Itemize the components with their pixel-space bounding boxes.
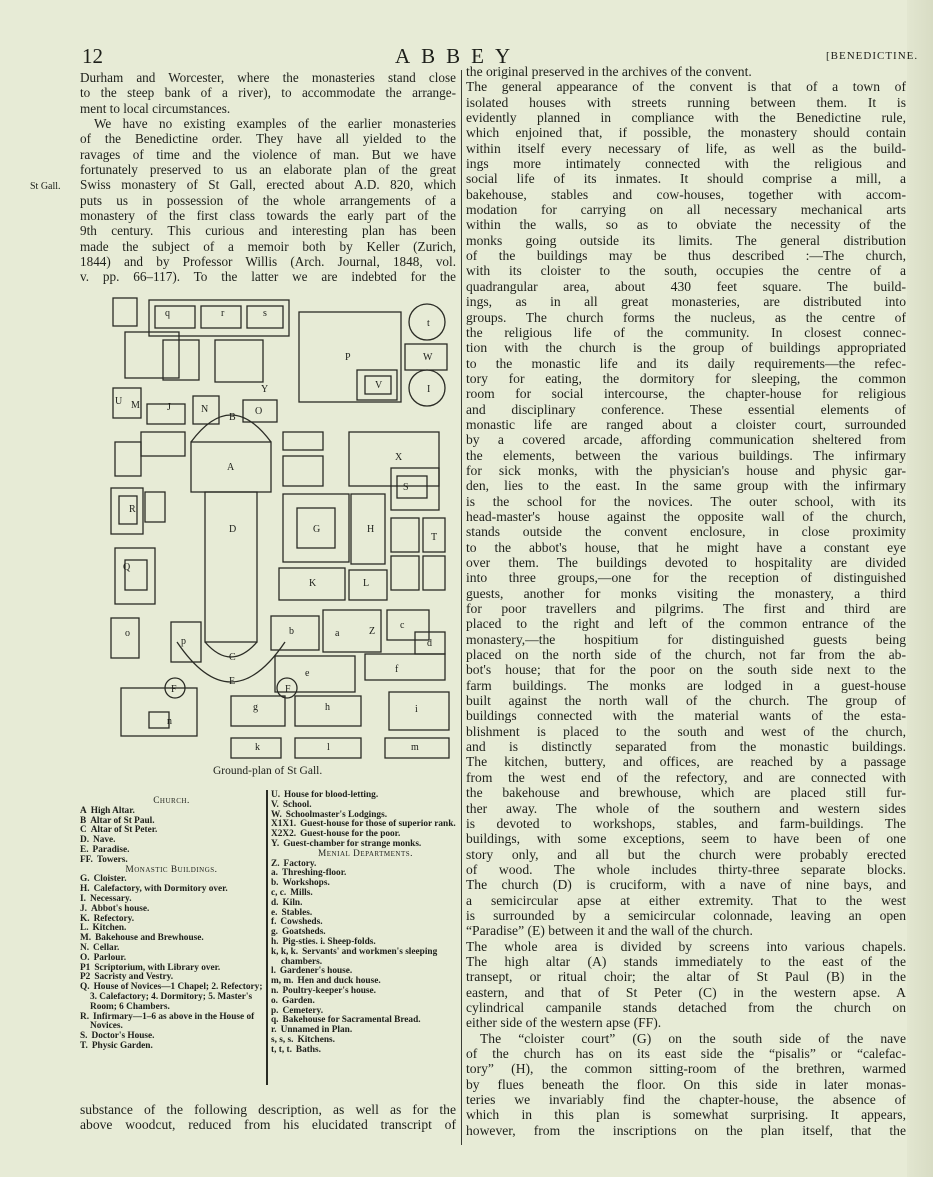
text-line: by flues beneath the floor. On this side in later monas- bbox=[466, 1076, 906, 1092]
page-edge bbox=[907, 0, 933, 1177]
legend-text: Workshops. bbox=[282, 878, 330, 889]
plan-label: M bbox=[131, 400, 140, 411]
legend-key: A bbox=[80, 805, 87, 816]
text-line: is surrounded by a semicircular colonnade, leaving an open bbox=[466, 907, 906, 923]
plan-label: C bbox=[229, 652, 236, 663]
legend-key: FF. bbox=[80, 854, 93, 865]
plan-label: H bbox=[367, 524, 375, 535]
plan-label: U bbox=[115, 396, 123, 407]
text-line: ther away. The whole of the southern and western sides bbox=[466, 800, 906, 816]
text-line: either side of the western apse (FF). bbox=[466, 1015, 662, 1031]
legend-heading: Menial Departments. bbox=[318, 848, 413, 859]
legend-text: School. bbox=[282, 799, 312, 810]
church-nave bbox=[205, 492, 257, 642]
plan-label: L bbox=[363, 578, 370, 589]
plan-label: e bbox=[305, 668, 310, 679]
legend-key: D. bbox=[80, 835, 90, 846]
plan-label: Y bbox=[261, 384, 269, 395]
ground-plan-figure bbox=[105, 292, 465, 762]
legend-text: Kitchens. bbox=[297, 1034, 335, 1045]
legend-key: W. bbox=[271, 809, 282, 820]
legend-key: n. bbox=[271, 985, 279, 996]
legend-key: m, m. bbox=[271, 976, 294, 987]
legend-text: Guest-house for the poor. bbox=[300, 829, 401, 840]
legend-key: P2 bbox=[80, 972, 91, 983]
legend-text: High Altar. bbox=[90, 805, 135, 816]
text-line: ravages of time and the violence of man. But we have bbox=[80, 146, 456, 162]
legend-key: G. bbox=[80, 874, 90, 885]
legend-key: H. bbox=[80, 884, 90, 895]
legend-key: c, c. bbox=[271, 887, 287, 898]
text-line: isolated houses with streets running between them. It is bbox=[466, 94, 906, 110]
plan-label: F bbox=[285, 684, 291, 695]
plan-label: o bbox=[125, 628, 130, 639]
legend-key: q. bbox=[271, 1015, 279, 1026]
legend-text: Mills. bbox=[290, 887, 313, 898]
text-line: the elements, between the various buildings. The infirmary bbox=[466, 447, 906, 463]
text-line: is devoted to workshops, stables, and farm-buildings. The bbox=[466, 815, 906, 831]
legend-text: Baths. bbox=[295, 1044, 321, 1055]
legend-divider bbox=[266, 790, 268, 1085]
plan-label: F bbox=[171, 684, 177, 695]
plan-label: A bbox=[227, 462, 235, 473]
legend-text: Abbot's house. bbox=[90, 903, 150, 914]
text-line: groups. The church forms the nucleus, as the centre of bbox=[466, 309, 906, 325]
text-line: made the subject of a memoir both by Keller (Zurich, bbox=[80, 238, 456, 254]
legend-key: O. bbox=[80, 952, 90, 963]
text-line: of wood. The whole includes thirty-three separate blocks. bbox=[466, 861, 906, 877]
left-column-top-text bbox=[80, 70, 456, 285]
plan-label: R bbox=[129, 504, 136, 515]
legend-text: Altar of St Peter. bbox=[90, 825, 158, 836]
text-line: placed on the north side of the church, not far from the ab- bbox=[466, 647, 906, 663]
text-line: a semicircular apse at either extremity. That to the west bbox=[466, 892, 906, 908]
text-line: monastery,—the hospitium for distinguished guests being bbox=[466, 631, 906, 647]
text-line: to the abbot's house, that he might have a constant eye bbox=[466, 539, 906, 555]
legend-text: Cloister. bbox=[93, 874, 127, 885]
text-line: substance of the following description, as well as for the bbox=[80, 1102, 456, 1117]
legend-item bbox=[80, 1013, 263, 1033]
plan-label: l bbox=[327, 742, 330, 753]
text-line: room for social intercourse, the chapter-house for religious bbox=[466, 386, 906, 402]
plan-label: h bbox=[325, 702, 330, 713]
text-line: The “cloister court” (G) on the south side of the nave bbox=[480, 1030, 906, 1046]
legend-text: Stables. bbox=[281, 907, 313, 918]
legend-item bbox=[271, 1046, 460, 1056]
text-line: monks going outside its limits. The general distribution bbox=[466, 232, 906, 248]
legend-text: Bakehouse for Sacramental Bread. bbox=[282, 1015, 421, 1026]
legend-left-column bbox=[80, 797, 263, 1052]
text-line: Durham and Worcester, where the monasteries stand close bbox=[80, 70, 456, 85]
text-line: quadrangular area, about 430 feet square. The build- bbox=[466, 278, 906, 294]
text-line: tory for eating, the dormitory for sleeping, the common bbox=[466, 370, 906, 386]
legend-key: T. bbox=[80, 1040, 88, 1051]
legend-text: Kiln. bbox=[282, 897, 303, 908]
plan-label: i bbox=[415, 704, 418, 715]
running-title: ABBEY bbox=[395, 44, 522, 68]
legend-key: t, t, t. bbox=[271, 1044, 292, 1055]
legend-key: l. bbox=[271, 966, 276, 977]
text-line: modation for carrying on all necessary mechanical arts bbox=[466, 202, 906, 218]
legend-text: Goatsheds. bbox=[281, 927, 326, 938]
plan-label: I bbox=[427, 384, 431, 395]
text-line: within the walls, so as to obviate the necessity of the bbox=[466, 217, 906, 233]
text-line: puts us in possession of the whole arrangements of a bbox=[80, 192, 456, 208]
legend-text: Infirmary—1–6 as above in the House of Novices. bbox=[90, 1011, 255, 1032]
text-line: ings, as in all great monasteries, are distributed into bbox=[466, 294, 906, 310]
text-line: v. pp. 66–117). To the latter we are indebted for the bbox=[80, 269, 456, 285]
legend-heading: Church. bbox=[153, 796, 190, 806]
text-line: for poor travellers and pilgrims. The first and third are bbox=[466, 601, 906, 617]
text-line: the bakehouse and brewhouse, which are placed still fur- bbox=[466, 785, 906, 801]
legend-key: s, s, s. bbox=[271, 1034, 294, 1045]
text-line: of the church has on its east side the “pisalis” or “calefac- bbox=[466, 1046, 906, 1061]
plan-label: p bbox=[181, 636, 186, 647]
plan-label: S bbox=[403, 482, 409, 493]
text-line: which in this plan is somewhat surprising. It appears, bbox=[466, 1107, 906, 1123]
legend-key: e. bbox=[271, 907, 278, 918]
legend-text: Physic Garden. bbox=[91, 1040, 153, 1051]
text-line: which enjoined that, if possible, the monastery should contain bbox=[466, 125, 906, 141]
plan-label: X bbox=[395, 452, 403, 463]
legend-key: X2X2. bbox=[271, 829, 297, 840]
text-line: over them. The buildings devoted to hospitality are divided bbox=[466, 555, 906, 570]
text-line: for sick monks, with the physician's house and physic gar- bbox=[466, 462, 906, 478]
legend-text: Cellar. bbox=[93, 942, 120, 953]
left-column-bottom-text bbox=[80, 1102, 456, 1133]
text-line: the religious life of the community. In closest connec- bbox=[466, 324, 906, 340]
plan-label: N bbox=[201, 404, 209, 415]
legend-text: Factory. bbox=[283, 858, 317, 869]
text-line: transept, or ritual choir; the altar of St Paul (B) in the bbox=[466, 969, 906, 985]
text-line: social life of its inmates. It should comprise a mill, a bbox=[466, 171, 906, 187]
text-line: is the school for the novices. The outer school, with its bbox=[466, 493, 906, 509]
legend-key: R. bbox=[80, 1011, 90, 1022]
legend-text: Paradise. bbox=[92, 844, 130, 855]
text-line: to the monastic life and its daily requirements—the refec- bbox=[466, 355, 906, 371]
legend-item bbox=[80, 1042, 263, 1052]
legend-text: Threshing-floor. bbox=[281, 868, 347, 879]
legend-key: Z. bbox=[271, 858, 280, 869]
legend-text: House of Novices—1 Chapel; 2. Refectory; 3. Calefactory; 4. Dormitory; 5. Master's Room; 6 Chambers. bbox=[90, 982, 263, 1012]
legend-text: Garden. bbox=[281, 995, 315, 1006]
text-line: bot's house; that for the poor on the south side next to the bbox=[466, 662, 906, 678]
legend-text: Altar of St Paul. bbox=[90, 815, 155, 826]
legend-text: Hen and duck house. bbox=[297, 976, 381, 987]
text-line: above woodcut, reduced from his elucidated transcript of bbox=[80, 1117, 456, 1133]
legend-text: Calefactory, with Dormitory over. bbox=[93, 884, 228, 895]
plan-label: f bbox=[395, 664, 399, 675]
legend-text: Schoolmaster's Lodgings. bbox=[285, 809, 388, 820]
text-line: guests, another for monks visiting the monastery, a third bbox=[466, 585, 906, 601]
text-line: placed to the right and left of the common entrance of the bbox=[466, 616, 906, 632]
plan-label: O bbox=[255, 406, 263, 417]
text-line: and disciplinary conference. These essential elements of bbox=[466, 401, 906, 417]
legend-right-column bbox=[271, 791, 460, 1056]
plan-label: s bbox=[263, 308, 267, 319]
text-line: ment to local circumstances. bbox=[80, 100, 231, 116]
plan-label: K bbox=[309, 578, 317, 589]
legend-text: Scriptorium, with Library over. bbox=[94, 962, 221, 973]
legend-key: g. bbox=[271, 927, 278, 938]
legend-text: Necessary. bbox=[89, 893, 132, 904]
legend-key: K. bbox=[80, 913, 90, 924]
text-line: farm buildings. The monks are lodged in a guest-house bbox=[466, 677, 906, 693]
plan-label: d bbox=[427, 638, 432, 649]
legend-key: J. bbox=[80, 903, 87, 914]
legend-key: V. bbox=[271, 799, 279, 810]
text-line: the original preserved in the archives of the convent. bbox=[466, 64, 752, 79]
text-line: The high altar (A) stands immediately to the east of the bbox=[466, 953, 906, 969]
figure-caption: Ground-plan of St Gall. bbox=[213, 765, 323, 777]
section-heading: [BENEDICTINE. bbox=[826, 50, 919, 62]
plan-label: E bbox=[229, 676, 236, 687]
legend-key: Y. bbox=[271, 838, 280, 849]
legend-key: L. bbox=[80, 923, 89, 934]
legend-key: f. bbox=[271, 917, 277, 928]
legend-text: Poultry-keeper's house. bbox=[282, 985, 376, 996]
legend-key: h. bbox=[271, 936, 279, 947]
plan-label: B bbox=[229, 412, 236, 423]
text-line: teries we invariably find the chapter-house, the absence of bbox=[466, 1092, 906, 1108]
right-column-text bbox=[466, 64, 906, 1138]
text-line: monastic life are ranged about a cloister court, surrounded bbox=[466, 416, 906, 432]
text-line: and is distinctly separated from the monastic buildings. bbox=[466, 739, 906, 755]
text-line: buildings connected with the material wants of the esta- bbox=[466, 708, 906, 724]
plan-label: k bbox=[255, 742, 260, 753]
legend-text: Pig-sties. i. Sheep-folds. bbox=[282, 936, 376, 947]
legend-key: N. bbox=[80, 942, 90, 953]
legend-key: k, k, k. bbox=[271, 946, 299, 957]
text-line: The kitchen, buttery, and offices, are reached by a passage bbox=[466, 754, 906, 770]
plan-buildings bbox=[111, 298, 449, 758]
legend-text: Nave. bbox=[93, 835, 116, 846]
text-line: by a covered arcade, affording communication sheltered from bbox=[466, 432, 906, 448]
text-line: The whole area is divided by screens into various chapels. bbox=[466, 938, 906, 954]
text-line: with its cloister to the south, occupies the centre of a bbox=[466, 263, 906, 279]
text-line: The church (D) is cruciform, with a nave of nine bays, and bbox=[466, 877, 906, 893]
legend-item bbox=[271, 948, 460, 968]
legend-text: Guest-chamber for strange monks. bbox=[283, 838, 422, 849]
text-line: Swiss monastery of St Gall, erected about A.D. 820, which bbox=[80, 177, 456, 193]
text-line: The general appearance of the convent is that of a town of bbox=[466, 79, 906, 95]
legend-key: p. bbox=[271, 1005, 279, 1016]
plan-label: J bbox=[167, 402, 171, 413]
plan-label: Q bbox=[123, 562, 131, 573]
plan-label: P bbox=[345, 352, 351, 363]
text-line: fortunately preserved to us an elaborate plan of the great bbox=[80, 162, 456, 178]
page-number: 12 bbox=[82, 44, 103, 68]
legend-text: Gardener's house. bbox=[279, 966, 353, 977]
legend-text: House for blood-letting. bbox=[284, 790, 379, 800]
text-line: head-master's house against the opposite wall of the church, bbox=[466, 508, 906, 524]
legend-key: I. bbox=[80, 893, 86, 904]
text-line: stands outside the convent enclosure, in close proximity bbox=[466, 524, 906, 540]
legend-text: Guest-house for those of superior rank. bbox=[300, 819, 456, 830]
legend-key: X1X1. bbox=[271, 819, 297, 830]
legend-heading: Monastic Buildings. bbox=[125, 864, 218, 875]
text-line: 9th century. This curious and interesting plan has been bbox=[80, 223, 456, 239]
text-line: “Paradise” (E) between it and the wall of the church. bbox=[466, 923, 753, 939]
text-line: den, lies to the east. In the same group with the infirmary bbox=[466, 478, 906, 494]
legend-key: b. bbox=[271, 878, 279, 889]
text-line: eastern, and that of St Peter (C) in the western apse. A bbox=[466, 984, 906, 1000]
legend-text: Refectory. bbox=[93, 913, 135, 924]
plan-label: G bbox=[313, 524, 321, 535]
plan-label: D bbox=[229, 524, 237, 535]
legend-key: P1 bbox=[80, 962, 91, 973]
text-line: however, from the inscriptions on the plan itself, that the bbox=[466, 1122, 906, 1138]
legend-text: Servants' and workmen's sleeping chambers. bbox=[281, 946, 438, 967]
plan-label: q bbox=[165, 308, 170, 319]
legend-key: Q. bbox=[80, 982, 90, 993]
plan-label: c bbox=[400, 620, 405, 631]
plan-label: a bbox=[335, 628, 340, 639]
text-line: from the west end of the refectory, and are connected with bbox=[466, 769, 906, 785]
plan-label: m bbox=[411, 742, 419, 753]
plan-label: b bbox=[289, 626, 294, 637]
legend-text: Parlour. bbox=[93, 952, 127, 963]
text-line: monastery of the first class towards the early part of the bbox=[80, 208, 456, 224]
text-line: 1844) and by Professor Willis (Arch. Journal, 1848, vol. bbox=[80, 254, 456, 270]
legend-key: a. bbox=[271, 868, 278, 879]
plan-label: V bbox=[375, 380, 383, 391]
legend-key: B bbox=[80, 815, 87, 826]
text-line: blishment is placed to the south and west of the church, bbox=[466, 723, 906, 739]
plan-label: n bbox=[167, 716, 172, 727]
legend-key: r. bbox=[271, 1025, 277, 1036]
text-line: of the Benedictine order. They have all yielded to the bbox=[80, 131, 456, 147]
text-line: tion with the church is the group of buildings appropriated bbox=[466, 340, 906, 356]
legend-key: U. bbox=[271, 790, 281, 800]
plan-label: Z bbox=[369, 626, 376, 637]
margin-note: St Gall. bbox=[30, 181, 61, 192]
text-line: buildings, with some exceptions, seem to have been of one bbox=[466, 831, 906, 847]
legend-text: Bakehouse and Brewhouse. bbox=[95, 933, 204, 944]
legend-text: Towers. bbox=[96, 854, 128, 865]
legend-text: Unnamed in Plan. bbox=[280, 1025, 353, 1036]
plan-label: g bbox=[253, 702, 258, 713]
plan-label: t bbox=[427, 318, 430, 329]
legend-text: Doctor's House. bbox=[91, 1031, 155, 1042]
text-line: We have no existing examples of the earlier monasteries bbox=[94, 116, 456, 132]
text-line: bakehouse, stables and cow-houses, together with accom- bbox=[466, 186, 906, 202]
legend-key: o. bbox=[271, 995, 278, 1006]
legend-text: Cowsheds. bbox=[280, 917, 323, 928]
text-line: built against the north wall of the church. The group of bbox=[466, 693, 906, 709]
plan-label: W bbox=[423, 352, 433, 363]
text-line: within itself every necessary of life, as well as the build- bbox=[466, 140, 906, 156]
text-line: to the steep bank of a river), to accommodate the arrange- bbox=[80, 85, 456, 101]
legend-item bbox=[80, 983, 263, 1012]
legend-key: S. bbox=[80, 1031, 88, 1042]
legend-key: C bbox=[80, 825, 87, 836]
legend-key: M. bbox=[80, 933, 92, 944]
plan-label: r bbox=[221, 308, 225, 319]
legend-text: Kitchen. bbox=[92, 923, 127, 934]
legend-key: E. bbox=[80, 844, 89, 855]
plan-label: T bbox=[431, 532, 438, 543]
text-line: ings more intimately connected with the religious and bbox=[466, 156, 906, 172]
text-line: cylindrical campanile stands detached from the church on bbox=[466, 999, 906, 1015]
text-line: tory” (H), the common sitting-room of the brethren, warmed bbox=[466, 1061, 906, 1077]
legend-text: Cemetery. bbox=[282, 1005, 324, 1016]
text-line: of the buildings may be thus described :—The church, bbox=[466, 248, 906, 264]
legend-text: Sacristy and Vestry. bbox=[94, 972, 174, 983]
legend-key: d. bbox=[271, 897, 279, 908]
text-line: evidently planned in compliance with the Benedictine rule, bbox=[466, 110, 906, 126]
text-line: into three groups,—one for the reception of distinguished bbox=[466, 570, 906, 586]
text-line: story only, and all but the church were probably erected bbox=[466, 846, 906, 862]
